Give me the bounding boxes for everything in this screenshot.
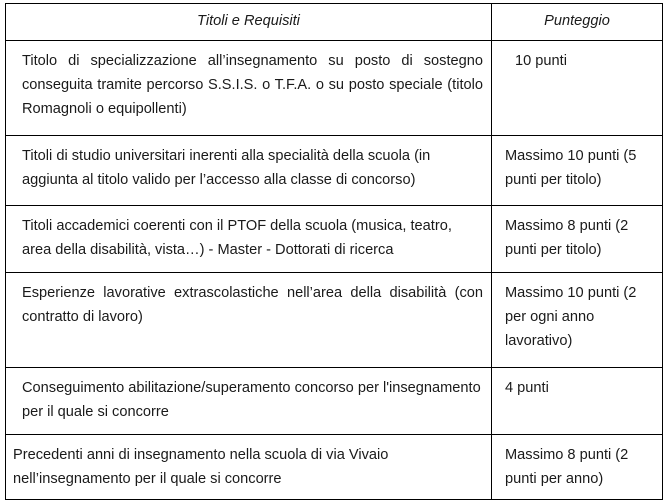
table-row — [6, 273, 663, 368]
score-cell: Massimo 8 punti (2 punti per titolo) — [492, 206, 663, 273]
header-score: Punteggio — [492, 4, 663, 41]
requirements-score-table — [5, 3, 663, 500]
requirement-cell: Titoli accademici coerenti con il PTOF della scuola (musica, teatro, area della disabilità, vista…) - Master - Dottorati di ricerca — [6, 206, 492, 273]
requirement-cell: Precedenti anni di insegnamento nella scuola di via Vivaio nell’insegnamento per il quale si concorre — [6, 435, 492, 500]
score-cell: 10 punti — [492, 41, 663, 136]
table-row — [6, 136, 663, 206]
table-row — [6, 435, 663, 500]
header-requirements: Titoli e Requisiti — [6, 4, 492, 41]
score-cell: 4 punti — [492, 368, 663, 435]
score-cell: Massimo 10 punti (2 per ogni anno lavorativo) — [492, 273, 663, 368]
table-row — [6, 41, 663, 136]
score-cell: Massimo 10 punti (5 punti per titolo) — [492, 136, 663, 206]
requirement-cell: Titoli di studio universitari inerenti alla specialità della scuola (in aggiunta al titolo valido per l’accesso alla classe di concorso) — [6, 136, 492, 206]
table-row — [6, 206, 663, 273]
score-cell: Massimo 8 punti (2 punti per anno) — [492, 435, 663, 500]
table-header-row — [6, 4, 663, 41]
table-row — [6, 368, 663, 435]
requirement-cell: Titolo di specializzazione all’insegnamento su posto di sostegno conseguita tramite percorso S.S.I.S. o T.F.A. o su posto speciale (titolo Romagnoli o equipollenti) — [6, 41, 492, 136]
requirement-cell: Conseguimento abilitazione/superamento concorso per l'insegnamento per il quale si concorre — [6, 368, 492, 435]
requirement-cell: Esperienze lavorative extrascolastiche nell’area della disabilità (con contratto di lavoro) — [6, 273, 492, 368]
